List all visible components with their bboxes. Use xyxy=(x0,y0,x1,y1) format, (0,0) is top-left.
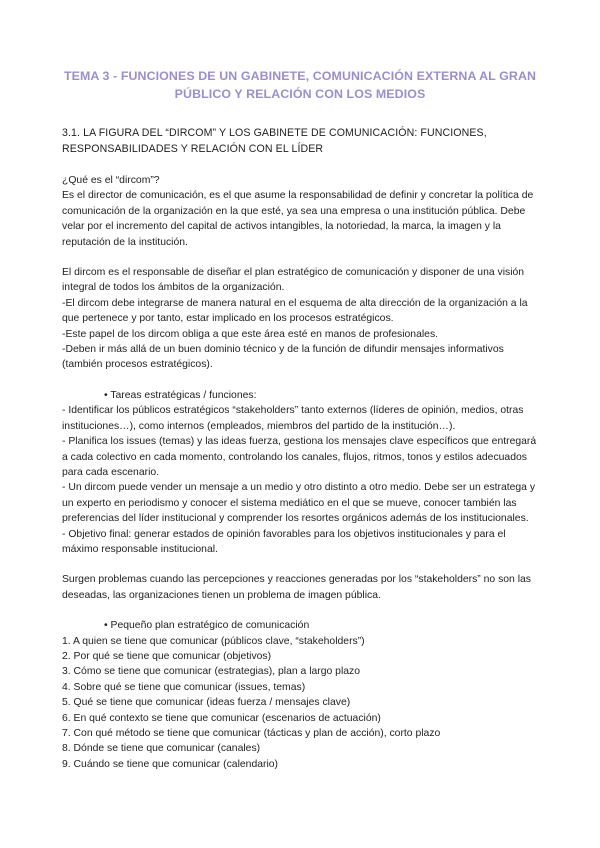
plan-block xyxy=(62,618,538,772)
plan-item: 4. Sobre qué se tiene que comunicar (issues, temas) xyxy=(62,681,306,693)
plan-item: 3. Cómo se tiene que comunicar (estrategias), plan a largo plazo xyxy=(62,666,361,678)
plan-item: 8. Dónde se tiene que comunicar (canales) xyxy=(62,743,261,755)
responsibility-paragraph: El dircom es el responsable de diseñar el plan estratégico de comunicación y disponer de una visión integral de todos los ámbitos de la organización. xyxy=(62,267,525,294)
plan-item: 9. Cuándo se tiene que comunicar (calendario) xyxy=(62,758,279,770)
intro-question: ¿Qué es el “dircom”? xyxy=(62,175,160,186)
task-item: - Planifica los issues (temas) y las ideas fuerza, gestiona los mensajes clave específicos que entregará a cada colectivo en cada momento, controlando los canales, flujos, ritmos, tonos y estilos adecuados para cada escenario. xyxy=(62,436,537,478)
problems-block xyxy=(62,572,538,603)
task-item: - Un dircom puede vender un mensaje a un medio y otro distinto a otro medio. Debe ser un estratega y un experto en periodismo y conocer el sistema mediático en el que se mueve, conocer también las preferencias del líder institucional y comprender los resortes orgánicos además de los institucionales. xyxy=(62,482,536,525)
tasks-block xyxy=(62,388,538,557)
responsibility-paragraph: -Deben ir más allá de un buen dominio técnico y de la función de difundir mensajes informativos (también procesos estratégicos). xyxy=(62,344,504,371)
plan-item: 5. Qué se tiene que comunicar (ideas fuerza / mensajes clave) xyxy=(62,697,351,709)
section-heading: 3.1. LA FIGURA DEL “DIRCOM” Y LOS GABINETE DE COMUNICACIÓN: FUNCIONES, RESPONSABILIDADES Y RELACIÓN CON EL LÍDER xyxy=(62,127,487,155)
plan-item: 7. Con qué método se tiene que comunicar (tácticas y plan de acción), corto plazo xyxy=(62,728,441,739)
task-item: - Identificar los públicos estratégicos “stakeholders” tanto externos (líderes de opinión, medios, otras instituciones…), como internos (empleados, miembros del partido de la institución…). xyxy=(62,405,524,432)
plan-item: 2. Por qué se tiene que comunicar (objetivos) xyxy=(62,650,272,662)
responsibilities-block xyxy=(62,265,538,373)
tasks-heading: • Tareas estratégicas / funciones: xyxy=(104,389,257,401)
intro-block xyxy=(62,173,538,250)
plan-item: 1. A quien se tiene que comunicar (públicos clave, “stakeholders”) xyxy=(62,635,365,647)
document-title: TEMA 3 - FUNCIONES DE UN GABINETE, COMUNICACIÓN EXTERNA AL GRAN PÚBLICO Y RELACIÓN CON LOS MEDIOS xyxy=(63,69,537,101)
responsibility-paragraph: -El dircom debe integrarse de manera natural en el esquema de alta dirección de la organización a la que pertenece y por tanto, estar implicado en los procesos estratégicos. xyxy=(62,297,528,325)
intro-answer: Es el director de comunicación, es el que asume la responsabilidad de definir y concretar la política de comunicación de la organización en la que esté, ya sea una empresa o una institución pública. Debe velar por el incremento del capital de activos intangibles, la notoriedad, la marca, la imagen y la reputación de la institución. xyxy=(62,190,534,248)
problems-paragraph: Surgen problemas cuando las percepciones y reacciones generadas por los “stakeholders” no son las deseadas, las organizaciones tienen un problema de imagen pública. xyxy=(62,574,532,601)
plan-list xyxy=(62,634,538,773)
plan-heading: • Pequeño plan estratégico de comunicación xyxy=(104,620,310,632)
task-item: - Objetivo final: generar estados de opinión favorables para los objetivos institucionales y para el máximo responsable institucional. xyxy=(62,528,506,555)
responsibility-paragraph: -Este papel de los dircom obliga a que este área esté en manos de profesionales. xyxy=(62,328,439,340)
plan-item: 6. En qué contexto se tiene que comunicar (escenarios de actuación) xyxy=(62,712,381,724)
